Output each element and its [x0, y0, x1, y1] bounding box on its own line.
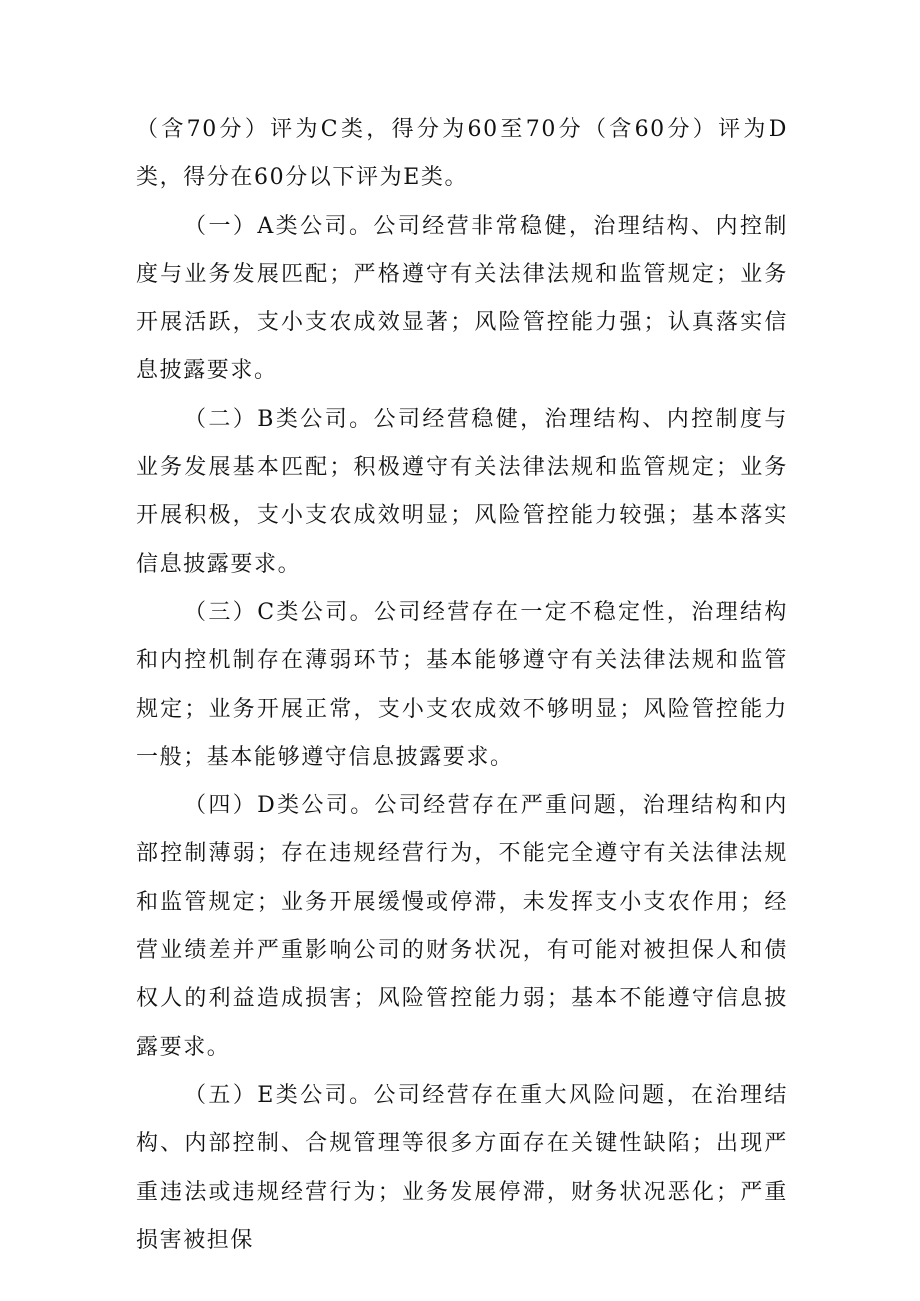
paragraph-class-b: （二）B类公司。公司经营稳健，治理结构、内控制度与业务发展基本匹配；积极遵守有关法律法规和监管规定；业务开展积极，支小支农成效明显；风险管控能力较强；基本落实信息披露要求。	[136, 406, 788, 577]
paragraph-class-c: （三）C类公司。公司经营存在一定不稳定性，治理结构和内控机制存在薄弱环节；基本能够遵守有关法律法规和监管规定；业务开展正常，支小支农成效不够明显；风险管控能力一般；基本能够遵守信息披露要求。	[136, 599, 788, 770]
document-body	[136, 106, 788, 1265]
paragraph-continuation: （含70分）评为C类，得分为60至70分（含60分）评为D类，得分在60分以下评为E类。	[136, 117, 788, 191]
paragraph-class-e: （五）E类公司。公司经营存在重大风险问题，在治理结构、内部控制、合规管理等很多方面存在关键性缺陷；出现严重违法或违规经营行为；业务发展停滞，财务状况恶化；严重损害被担保	[136, 1082, 788, 1253]
paragraph-class-a: （一）A类公司。公司经营非常稳健，治理结构、内控制度与业务发展匹配；严格遵守有关法律法规和监管规定；业务开展活跃，支小支农成效显著；风险管控能力强；认真落实信息披露要求。	[136, 213, 788, 384]
paragraph-class-d: （四）D类公司。公司经营存在严重问题，治理结构和内部控制薄弱；存在违规经营行为，不能完全遵守有关法律法规和监管规定；业务开展缓慢或停滞，未发挥支小支农作用；经营业绩差并严重影响公司的财务状况，有可能对被担保人和债权人的利益造成损害；风险管控能力弱；基本不能遵守信息披露要求。	[136, 793, 788, 1060]
